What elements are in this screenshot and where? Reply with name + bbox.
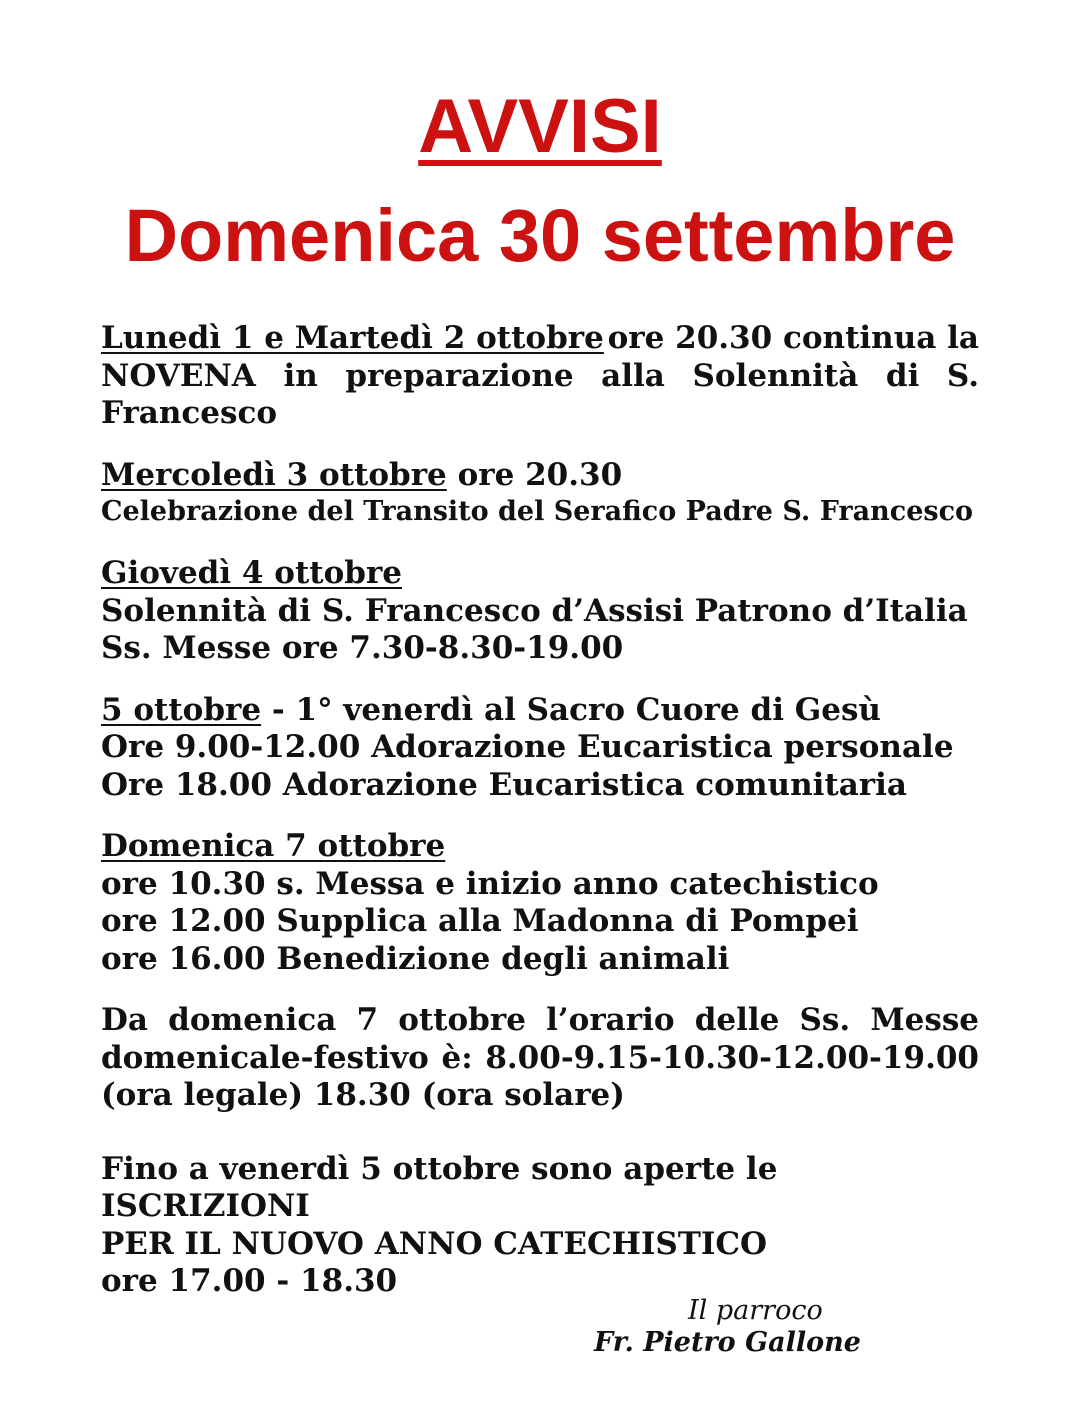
word: 8.00-9.15-10.30-12.00-19.00 [485, 1039, 979, 1076]
word: alla [601, 357, 665, 394]
word: di [885, 357, 920, 394]
notice-date: Lunedì 1 e Martedì 2 ottobre [101, 320, 604, 356]
word: S. [946, 357, 979, 394]
notice-novena-line-1 [101, 320, 979, 358]
word: in [283, 357, 318, 394]
title-text: AVVISI [418, 84, 662, 169]
notice-text: ore 17.00 - 18.30 [101, 1263, 398, 1299]
word: Messe [870, 1002, 979, 1038]
notice-date: Giovedì 4 ottobre [101, 555, 402, 591]
notice-transito [101, 457, 979, 531]
notice-domenica-7 [101, 828, 979, 978]
notice-date: 5 ottobre [101, 691, 262, 728]
notice-text: ore 10.30 s. Messa e inizio anno catechistico [101, 865, 879, 902]
notice-venerdi [101, 692, 979, 805]
notice-text: Celebrazione del Transito del Serafico Padre S. Francesco [101, 496, 974, 527]
page-title [0, 82, 1080, 172]
word: delle [694, 1002, 780, 1038]
word: è: [441, 1039, 473, 1076]
notice-text: ore 16.00 Benedizione degli animali [101, 940, 730, 977]
notice-date: Domenica 7 ottobre [101, 828, 446, 864]
notice-text: Ss. Messe ore 7.30-8.30-19.00 [101, 630, 624, 666]
notice-orario-line-1 [101, 1002, 979, 1040]
word: 7 [356, 1002, 379, 1038]
notice-text: Solennità di S. Francesco d’Assisi Patrono d’Italia [101, 592, 968, 629]
notice-text: Ore 18.00 Adorazione Eucaristica comunitaria [101, 766, 907, 803]
notice-novena-line-2 [101, 358, 979, 396]
notice-text: (ora legale) 18.30 (ora solare) [101, 1077, 625, 1113]
word: Da [101, 1002, 148, 1038]
word: Solennità [692, 357, 859, 394]
word: ottobre [398, 1002, 526, 1038]
notice-orario [101, 1002, 979, 1115]
notice-venerdi-line-1 [101, 692, 979, 730]
notice-time: ore 20.30 [457, 456, 623, 493]
notice-solennita [101, 555, 979, 668]
word: domenica [168, 1002, 337, 1038]
notice-date: Mercoledì 3 ottobre [101, 456, 447, 493]
notice-iscrizioni [101, 1151, 979, 1301]
notice-text: ore 20.30 continua la [607, 320, 979, 356]
notices-list [101, 320, 979, 1301]
signature-role: Il parroco [688, 1295, 823, 1326]
word: Ss. [799, 1002, 851, 1038]
word: domenicale-festivo [101, 1039, 429, 1076]
word: l’orario [546, 1002, 675, 1038]
notice-transito-line-1 [101, 457, 979, 495]
signature-name: Fr. Pietro Gallone [594, 1327, 861, 1358]
notice-text: PER IL NUOVO ANNO CATECHISTICO [101, 1225, 768, 1262]
word: NOVENA [101, 357, 256, 394]
notice-text: Fino a venerdì 5 ottobre sono aperte le ISCRIZIONI [101, 1150, 778, 1224]
notice-text: - 1° venerdì al Sacro Cuore di Gesù [261, 691, 881, 728]
notice-orario-line-2 [101, 1040, 979, 1078]
word: preparazione [345, 357, 574, 394]
notice-text: Ore 9.00-12.00 Adorazione Eucaristica personale [101, 729, 954, 765]
notice-text: ore 12.00 Supplica alla Madonna di Pompei [101, 903, 859, 939]
page-subtitle: Domenica 30 settembre [124, 194, 956, 277]
notice-novena [101, 320, 979, 433]
notice-text: Francesco [101, 395, 278, 431]
